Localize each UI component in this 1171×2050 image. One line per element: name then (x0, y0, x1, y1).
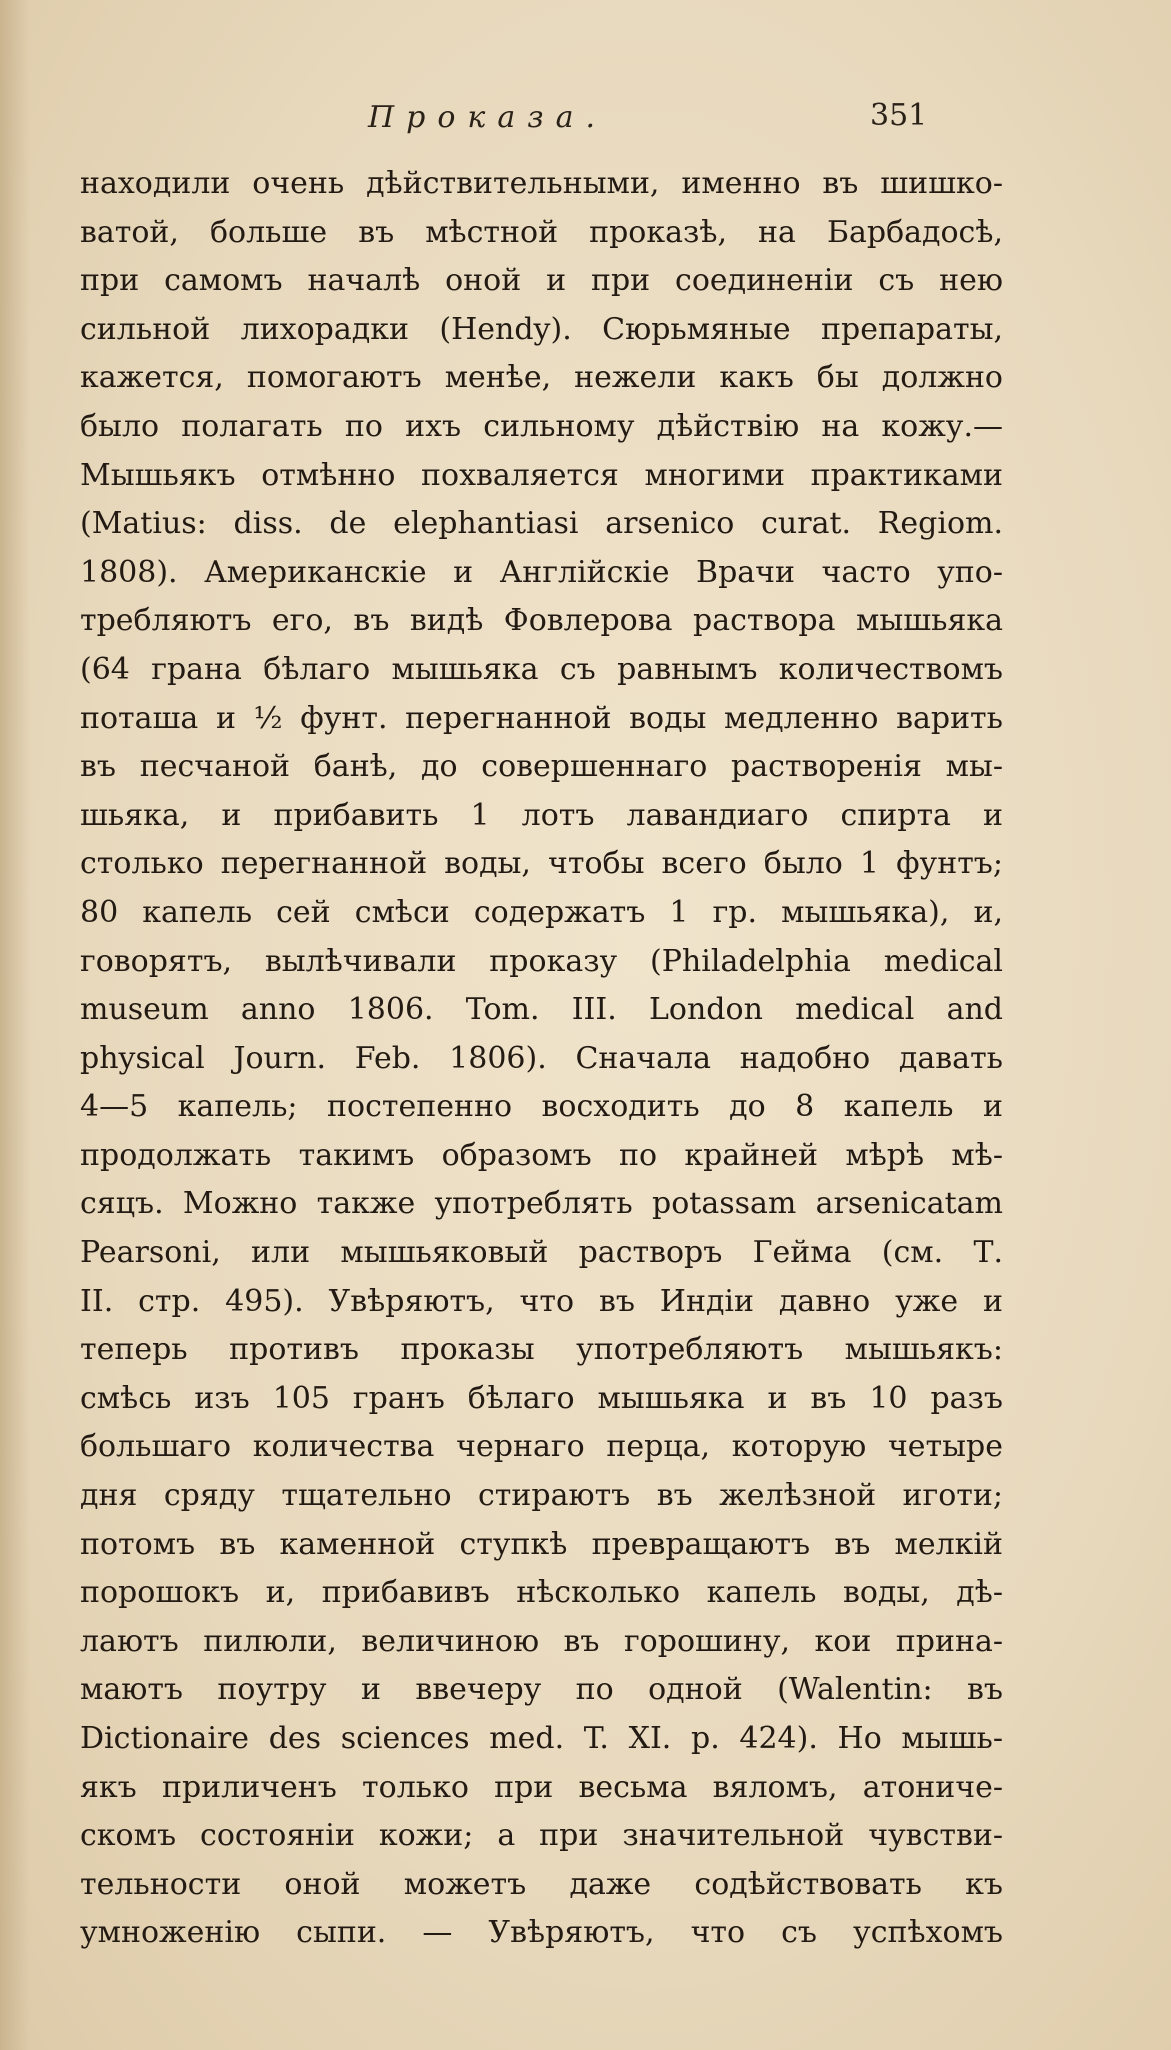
text-line: находили очень дѣйствительными, именно въ шишко- (80, 166, 1003, 201)
text-line: museum anno 1806. Tom. III. London medical and (80, 992, 1003, 1028)
running-title: Проказа. (368, 100, 608, 135)
text-line: умноженію сыпи. — Увѣряютъ, что съ успѣхомъ (80, 1915, 1003, 1951)
text-line: (Matius: diss. de elephantiasi arsenico curat. Regiom. (80, 506, 1003, 542)
text-line: тельности оной можетъ даже содѣйствовать къ (80, 1866, 1003, 1902)
text-line: Мышьякъ отмѣнно похваляется многими практиками (80, 457, 1003, 493)
text-line: сяцъ. Можно также употреблять potassam arsenicatam (80, 1186, 1003, 1222)
text-line: маютъ поутру и ввечеру по одной (Walentin: въ (80, 1672, 1003, 1708)
body-text (80, 160, 1003, 1958)
text-line: смѣсь изъ 105 гранъ бѣлаго мышьяка и въ 10 разъ (80, 1380, 1003, 1416)
text-line: столько перегнанной воды, чтобы всего было 1 фунтъ; (80, 846, 1003, 882)
text-line: лаютъ пилюли, величиною въ горошину, кои прина- (80, 1623, 1003, 1659)
text-line: 1808). Американскіе и Англійскіе Врачи часто упо- (80, 554, 1003, 590)
text-line: въ песчаной банѣ, до совершеннаго растворенія мы- (80, 749, 1003, 785)
text-line: продолжать такимъ образомъ по крайней мѣрѣ мѣ- (80, 1137, 1003, 1173)
text-line: кажется, помогаютъ менѣе, нежели какъ бы должно (80, 360, 1003, 396)
text-line: II. стр. 495). Увѣряютъ, что въ Индіи давно уже и (80, 1283, 1003, 1319)
text-line: при самомъ началѣ оной и при соединеніи съ нею (80, 263, 1003, 299)
text-line: требляютъ его, въ видѣ Фовлерова раствора мышьяка (80, 603, 1003, 639)
text-line: поташа и ½ фунт. перегнанной воды медленно варить (80, 700, 1003, 736)
text-line: сильной лихорадки (Hendy). Сюрьмяные препараты, (80, 311, 1003, 347)
text-line: якъ приличенъ только при весьма вяломъ, атониче- (80, 1769, 1003, 1805)
text-line: 80 капель сей смѣси содержатъ 1 гр. мышьяка), и, (80, 894, 1003, 930)
text-line: ватой, больше въ мѣстной проказѣ, на Барбадосѣ, (80, 214, 1003, 250)
text-line: говорятъ, вылѣчивали проказу (Philadelphia medical (80, 943, 1003, 979)
text-line: большаго количества чернаго перца, которую четыре (80, 1429, 1003, 1465)
text-line: порошокъ и, прибавивъ нѣсколько капель воды, дѣ- (80, 1575, 1003, 1611)
text-line: Dictionaire des sciences med. T. XI. p. 424). Но мышь- (80, 1721, 1003, 1756)
text-line: было полагать по ихъ сильному дѣйствію на кожу.— (80, 408, 1003, 444)
page-number: 351 (870, 98, 928, 133)
text-line: дня сряду тщательно стираютъ въ желѣзной иготи; (80, 1478, 1003, 1514)
text-line: теперь противъ проказы употребляютъ мышьякъ: (80, 1332, 1003, 1368)
text-line: шьяка, и прибавить 1 лотъ лавандиаго спирта и (80, 797, 1003, 833)
text-line: Pearsoni, или мышьяковый растворъ Гейма (см. Т. (80, 1235, 1003, 1271)
text-line: 4—5 капель; постепенно восходить до 8 капель и (80, 1089, 1003, 1125)
page-header (0, 100, 1171, 150)
text-line: скомъ состояніи кожи; а при значительной чувстви- (80, 1818, 1003, 1854)
text-line: (64 грана бѣлаго мышьяка съ равнымъ количествомъ (80, 651, 1003, 687)
text-line: потомъ въ каменной ступкѣ превращаютъ въ мелкій (80, 1526, 1003, 1562)
text-line: physical Journ. Feb. 1806). Сначала надобно давать (80, 1040, 1003, 1076)
